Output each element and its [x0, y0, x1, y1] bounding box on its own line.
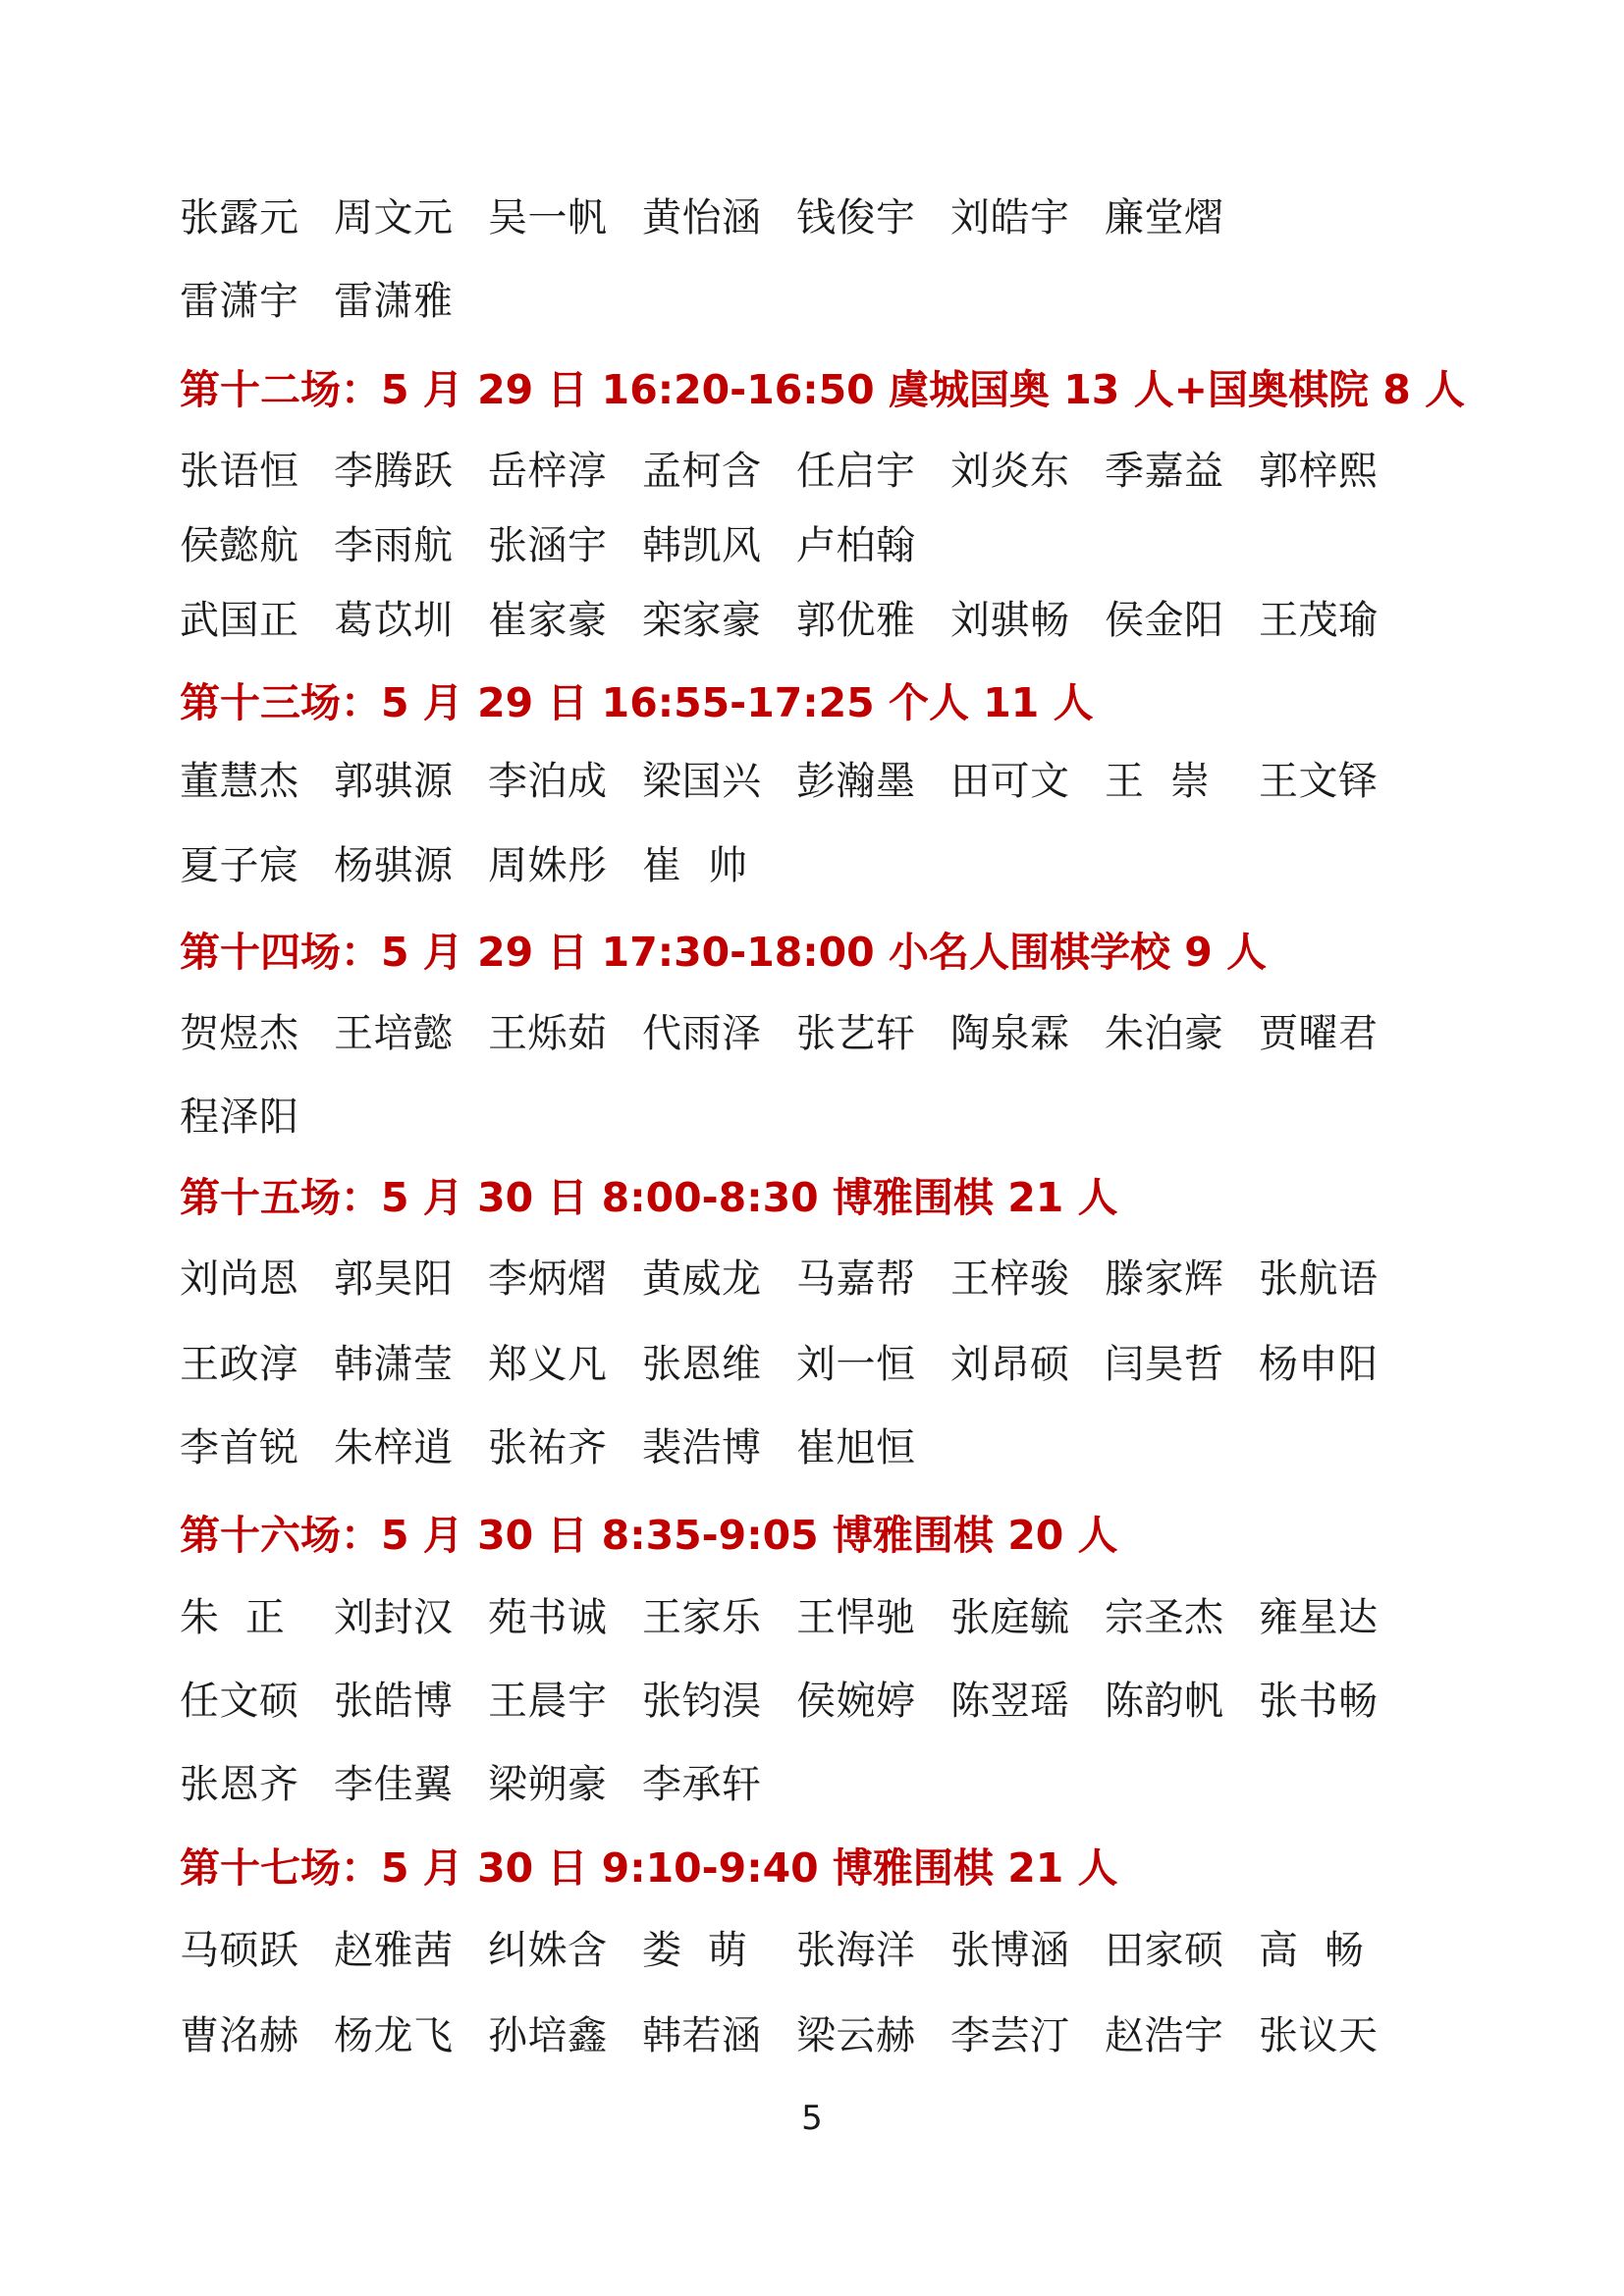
participant-name: 张皓博 [334, 1679, 454, 1724]
participant-name: 季嘉益 [1105, 449, 1224, 494]
name-row [180, 194, 1259, 241]
participant-name: 董慧杰 [180, 759, 299, 804]
name-row [180, 1594, 1413, 1641]
participant-name: 张艺轩 [796, 1011, 916, 1056]
participant-name: 曹洺赫 [180, 2013, 299, 2058]
participant-name: 杨申阳 [1259, 1342, 1379, 1387]
participant-name: 张航语 [1259, 1256, 1379, 1302]
participant-name: 张涵宇 [488, 523, 608, 568]
session-heading: 第十二场：5 月 29 日 16:20-16:50 虞城国奥 13 人+国奥棋院 8 人 [180, 366, 1466, 413]
participant-name: 郭优雅 [796, 598, 916, 643]
name-row [180, 842, 796, 889]
participant-name: 宗圣杰 [1105, 1595, 1224, 1640]
participant-name: 雷潇雅 [334, 279, 454, 324]
participant-name: 张书畅 [1259, 1679, 1379, 1724]
name-row [180, 522, 950, 569]
participant-name: 滕家辉 [1105, 1256, 1224, 1302]
name-row [180, 597, 1413, 644]
participant-name: 高 畅 [1259, 1928, 1365, 1973]
participant-name: 王家乐 [642, 1595, 762, 1640]
participant-name: 雍星达 [1259, 1595, 1379, 1640]
participant-name: 闫昊哲 [1105, 1342, 1224, 1387]
name-row [180, 1761, 796, 1808]
participant-name: 张恩齐 [180, 1762, 299, 1807]
participant-name: 赵浩宇 [1105, 2013, 1224, 2058]
participant-name: 李雨航 [334, 523, 454, 568]
participant-name: 娄 萌 [642, 1928, 748, 1973]
session-heading: 第十三场：5 月 29 日 16:55-17:25 个人 11 人 [180, 679, 1094, 726]
participant-name: 朱梓逍 [334, 1425, 454, 1470]
name-row [180, 2012, 1413, 2059]
participant-name: 武国正 [180, 598, 299, 643]
participant-name: 张庭毓 [950, 1595, 1070, 1640]
participant-name: 孟柯含 [642, 449, 762, 494]
session-heading: 第十七场：5 月 30 日 9:10-9:40 博雅围棋 21 人 [180, 1844, 1118, 1892]
name-row [180, 448, 1413, 495]
participant-name: 陈翌瑶 [950, 1679, 1070, 1724]
session-heading: 第十四场：5 月 29 日 17:30-18:00 小名人围棋学校 9 人 [180, 929, 1268, 976]
participant-name: 李佳翼 [334, 1762, 454, 1807]
participant-name: 李泊成 [488, 759, 608, 804]
participant-name: 卢柏翰 [796, 523, 916, 568]
participant-name: 李首锐 [180, 1425, 299, 1470]
participant-name: 夏子宸 [180, 843, 299, 888]
participant-name: 王悍驰 [796, 1595, 916, 1640]
participant-name: 李腾跃 [334, 449, 454, 494]
participant-name: 任启宇 [796, 449, 916, 494]
participant-name: 刘封汉 [334, 1595, 454, 1640]
participant-name: 马硕跃 [180, 1928, 299, 1973]
participant-name: 郭昊阳 [334, 1256, 454, 1302]
participant-name: 周姝彤 [488, 843, 608, 888]
participant-name: 梁云赫 [796, 2013, 916, 2058]
participant-name: 郭骐源 [334, 759, 454, 804]
participant-name: 刘骐畅 [950, 598, 1070, 643]
participant-name: 李承轩 [642, 1762, 762, 1807]
participant-name: 马嘉帮 [796, 1256, 916, 1302]
participant-name: 黄怡涵 [642, 195, 762, 240]
participant-name: 张博涵 [950, 1928, 1070, 1973]
participant-name: 田家硕 [1105, 1928, 1224, 1973]
participant-name: 王文铎 [1259, 759, 1379, 804]
participant-name: 梁国兴 [642, 759, 762, 804]
participant-name: 侯懿航 [180, 523, 299, 568]
participant-name: 廉堂熠 [1105, 195, 1224, 240]
participant-name: 王晨宇 [488, 1679, 608, 1724]
participant-name: 郭梓熙 [1259, 449, 1379, 494]
participant-name: 侯金阳 [1105, 598, 1224, 643]
participant-name: 钱俊宇 [796, 195, 916, 240]
participant-name: 陶泉霖 [950, 1011, 1070, 1056]
name-row [180, 1010, 1413, 1057]
name-row [180, 1927, 1413, 1974]
participant-name: 杨骐源 [334, 843, 454, 888]
participant-name: 张议天 [1259, 2013, 1379, 2058]
participant-name: 周文元 [334, 195, 454, 240]
participant-name: 李炳熠 [488, 1256, 608, 1302]
participant-name: 崔家豪 [488, 598, 608, 643]
participant-name: 苑书诚 [488, 1595, 608, 1640]
participant-name: 代雨泽 [642, 1011, 762, 1056]
participant-name: 孙培鑫 [488, 2013, 608, 2058]
participant-name: 刘皓宇 [950, 195, 1070, 240]
participant-name: 王 崇 [1105, 759, 1211, 804]
participant-name: 刘炎东 [950, 449, 1070, 494]
participant-name: 贾曜君 [1259, 1011, 1379, 1056]
session-heading: 第十六场：5 月 30 日 8:35-9:05 博雅围棋 20 人 [180, 1512, 1118, 1559]
participant-name: 李芸汀 [950, 2013, 1070, 2058]
name-row [180, 1094, 334, 1141]
participant-name: 吴一帆 [488, 195, 608, 240]
participant-name: 裴浩博 [642, 1425, 762, 1470]
name-row [180, 278, 488, 325]
participant-name: 雷潇宇 [180, 279, 299, 324]
participant-name: 岳梓淳 [488, 449, 608, 494]
participant-name: 黄威龙 [642, 1256, 762, 1302]
participant-name: 郑义凡 [488, 1342, 608, 1387]
name-row [180, 1424, 950, 1471]
participant-name: 王梓骏 [950, 1256, 1070, 1302]
participant-name: 陈韵帆 [1105, 1679, 1224, 1724]
participant-name: 侯婉婷 [796, 1679, 916, 1724]
participant-name: 葛苡圳 [334, 598, 454, 643]
name-row [180, 758, 1413, 805]
name-row [180, 1341, 1413, 1388]
participant-name: 崔旭恒 [796, 1425, 916, 1470]
participant-name: 梁朔豪 [488, 1762, 608, 1807]
participant-name: 王茂瑜 [1259, 598, 1379, 643]
participant-name: 程泽阳 [180, 1095, 299, 1140]
participant-name: 韩潇莹 [334, 1342, 454, 1387]
participant-name: 张语恒 [180, 449, 299, 494]
participant-name: 杨龙飞 [334, 2013, 454, 2058]
participant-name: 任文硕 [180, 1679, 299, 1724]
name-row [180, 1255, 1413, 1303]
participant-name: 赵雅茜 [334, 1928, 454, 1973]
participant-name: 贺煜杰 [180, 1011, 299, 1056]
participant-name: 彭瀚墨 [796, 759, 916, 804]
participant-name: 刘一恒 [796, 1342, 916, 1387]
participant-name: 朱泊豪 [1105, 1011, 1224, 1056]
participant-name: 崔 帅 [642, 843, 748, 888]
participant-name: 韩凯风 [642, 523, 762, 568]
participant-name: 张祐齐 [488, 1425, 608, 1470]
participant-name: 张钧淏 [642, 1679, 762, 1724]
participant-name: 栾家豪 [642, 598, 762, 643]
participant-name: 王烁茹 [488, 1011, 608, 1056]
session-heading: 第十五场：5 月 30 日 8:00-8:30 博雅围棋 21 人 [180, 1174, 1118, 1221]
participant-name: 田可文 [950, 759, 1070, 804]
participant-name: 韩若涵 [642, 2013, 762, 2058]
name-row [180, 1678, 1413, 1725]
participant-name: 纠姝含 [488, 1928, 608, 1973]
participant-name: 刘昂硕 [950, 1342, 1070, 1387]
participant-name: 张露元 [180, 195, 299, 240]
participant-name: 刘尚恩 [180, 1256, 299, 1302]
participant-name: 王培懿 [334, 1011, 454, 1056]
page-number: 5 [801, 2099, 823, 2138]
participant-name: 张恩维 [642, 1342, 762, 1387]
participant-name: 张海洋 [796, 1928, 916, 1973]
participant-name: 朱 正 [180, 1595, 286, 1640]
participant-name: 王政淳 [180, 1342, 299, 1387]
